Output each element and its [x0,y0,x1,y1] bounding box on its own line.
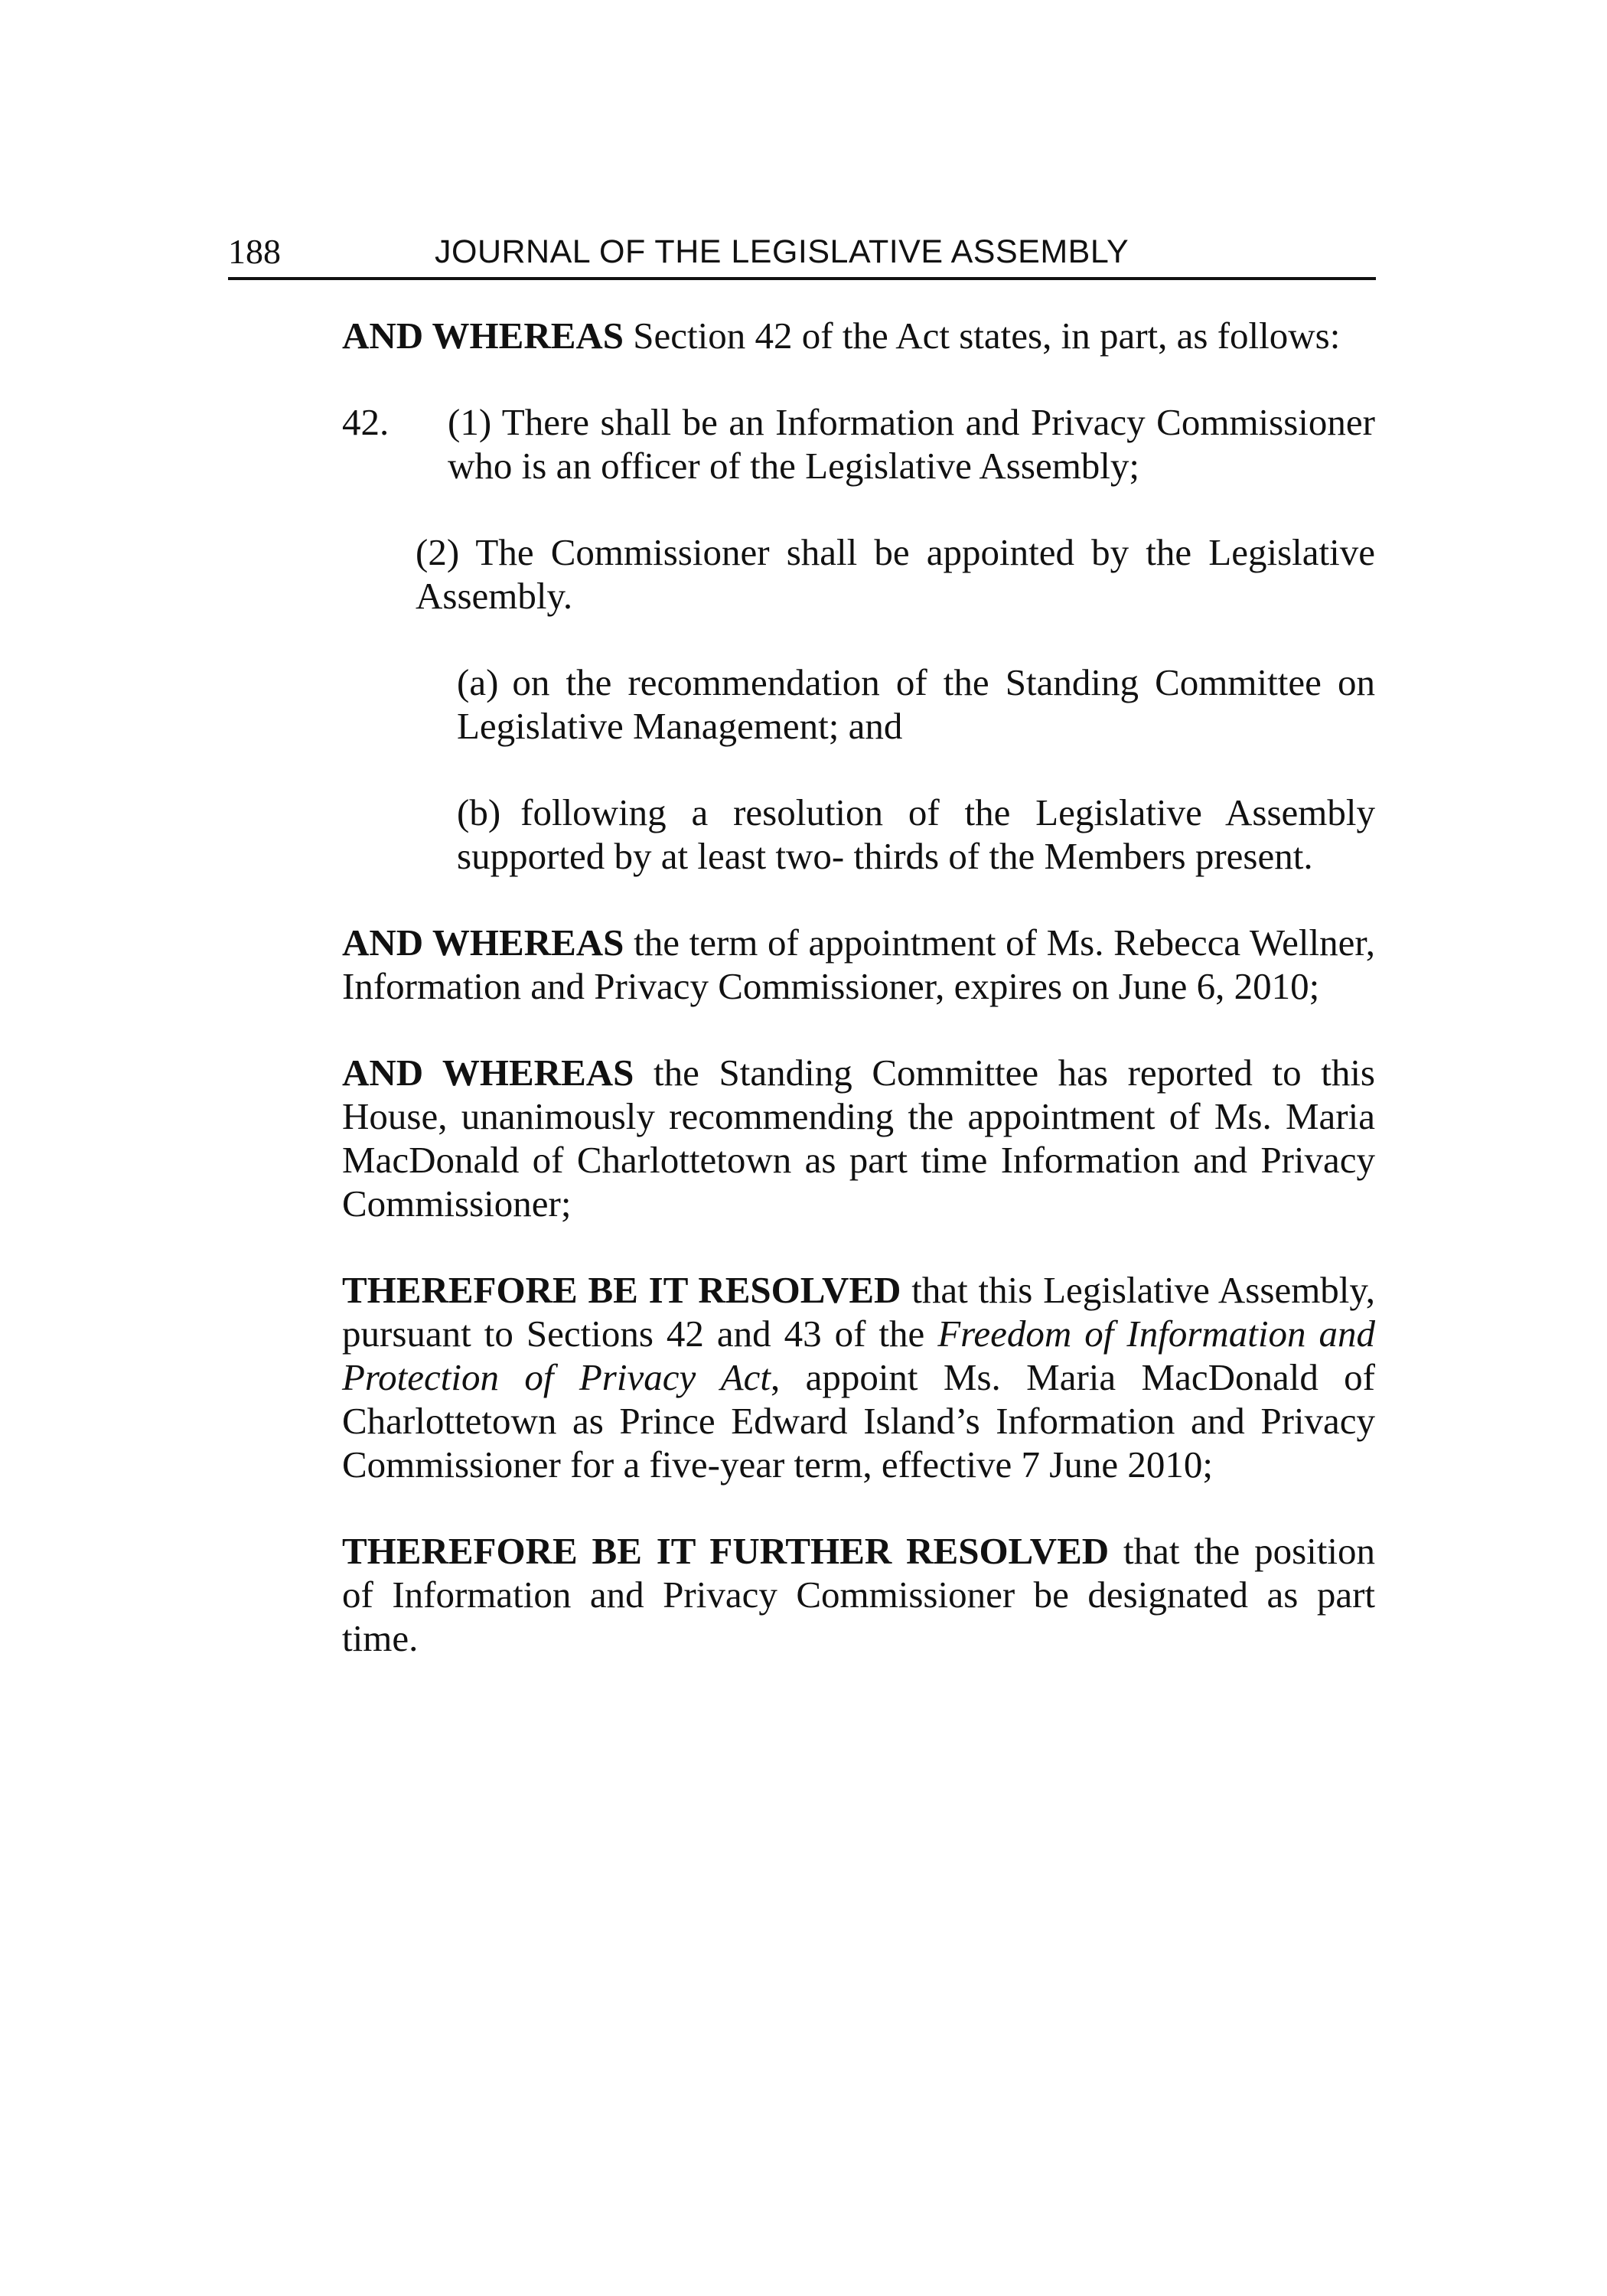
section-42-item-b [457,791,1375,878]
item-b-text: following a resolution of the Legislative Assembly supported by at least two- thirds of the Members present. [457,791,1375,877]
whereas-term-lead: AND WHEREAS [342,921,624,964]
further-resolved-text: that the position of Information and Privacy Commissioner be designated as part time. [342,1530,1375,1659]
intro-paragraph [342,314,1375,357]
intro-lead: AND WHEREAS [342,315,624,357]
act-title: Freedom of Information and Protection of Privacy Act [342,1313,1375,1398]
resolved-text-before-act: that this Legislative Assembly, pursuant to Sections 42 and 43 of the [342,1269,1375,1355]
section-42-clause-2 [416,530,1375,618]
section-42-clause-1 [342,400,1375,488]
whereas-committee-text: the Standing Committee has reported to this House, unanimously recommending the appointment of Ms. Maria MacDonald of Charlottetown as part time Information and Privacy Commissioner; [342,1052,1375,1225]
clause-2-text: (2) The Commissioner shall be appointed by the Legislative Assembly. [416,531,1375,617]
item-b-label: (b) [457,791,501,833]
item-a-text: on the recommendation of the Standing Committee on Legislative Management; and [457,661,1375,747]
running-head: JOURNAL OF THE LEGISLATIVE ASSEMBLY [435,233,1129,270]
resolved-paragraph [342,1268,1375,1486]
whereas-term-text: the term of appointment of Ms. Rebecca Wellner, Information and Privacy Commissioner, expires on June 6, 2010; [342,921,1375,1007]
whereas-committee-lead: AND WHEREAS [342,1052,634,1094]
document-body [342,314,1375,1660]
resolved-text-after-act: , appoint Ms. Maria MacDonald of Charlottetown as Prince Edward Island’s Information and Privacy Commissioner for a five-year term, effective 7 June 2010; [342,1356,1375,1486]
item-a-label: (a) [457,661,499,703]
page-number: 188 [228,232,281,271]
further-resolved-lead: THEREFORE BE IT FURTHER RESOLVED [342,1530,1110,1572]
further-resolved-paragraph [342,1529,1375,1660]
section-number: 42. [342,401,390,443]
whereas-committee-paragraph [342,1051,1375,1225]
whereas-term-paragraph [342,921,1375,1008]
resolved-lead: THEREFORE BE IT RESOLVED [342,1269,901,1311]
intro-text: Section 42 of the Act states, in part, as follows: [624,315,1341,357]
clause-1-text: (1) There shall be an Information and Privacy Commissioner who is an officer of the Legislative Assembly; [448,401,1375,487]
section-42-item-a [457,660,1375,748]
page-header [228,228,1376,280]
